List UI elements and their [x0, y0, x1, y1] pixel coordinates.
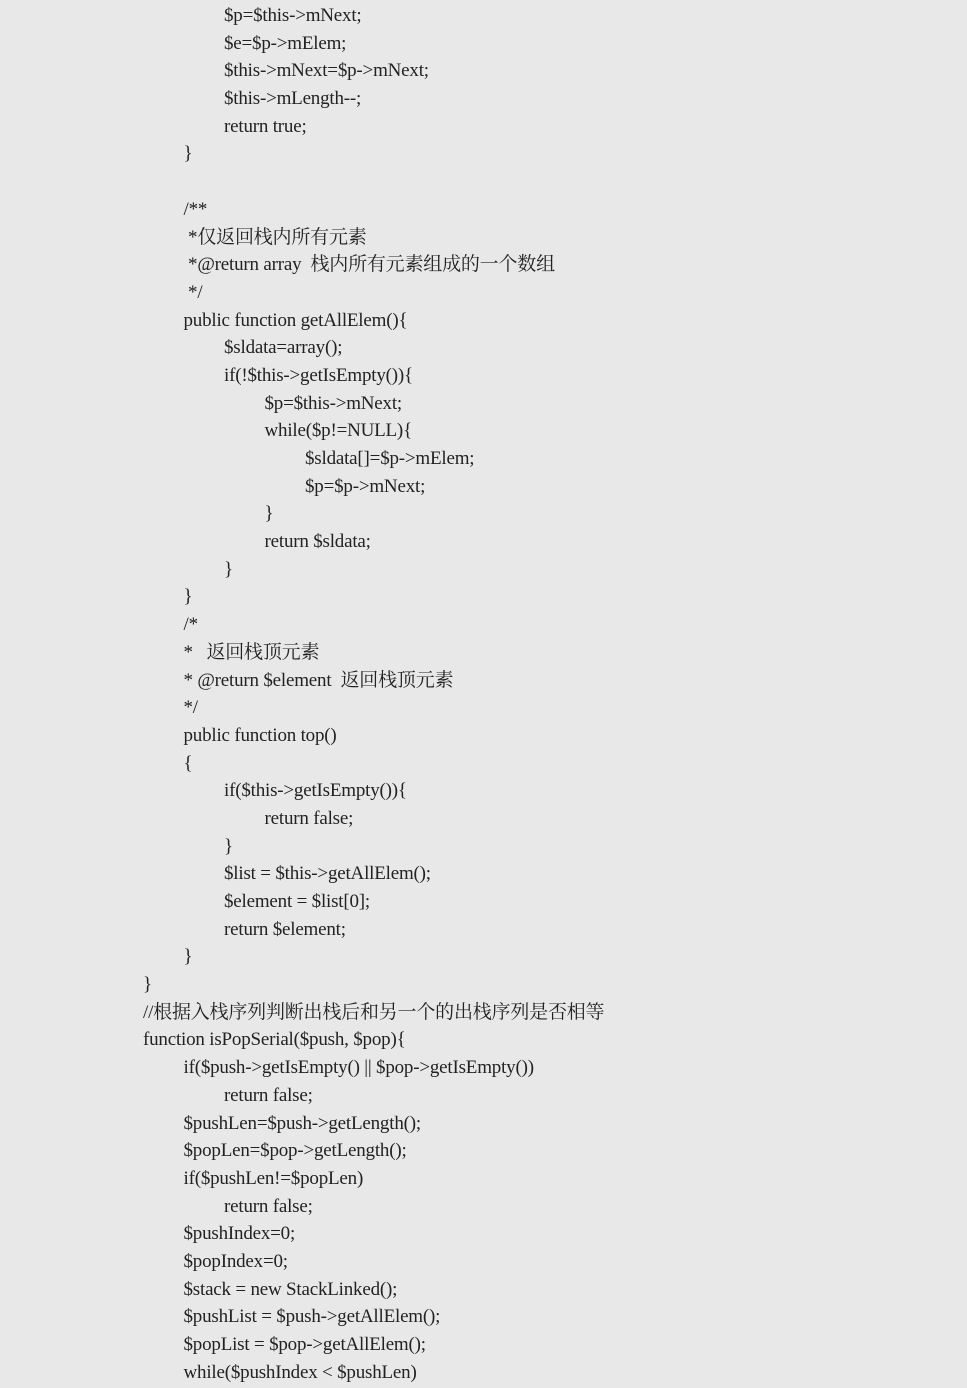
code-line: public function top()	[183, 724, 337, 746]
code-line: $p=$this->mNext;	[264, 392, 403, 414]
code-line: $this->mNext=$p->mNext;	[224, 60, 429, 82]
code-line: return false;	[224, 1195, 313, 1217]
code-line: $pushLen=$push->getLength();	[183, 1112, 421, 1134]
code-line: /*	[183, 614, 198, 636]
code-line: }	[143, 974, 152, 996]
code-line: $p=$this->mNext;	[224, 5, 362, 26]
code-line: *@return array 栈内所有元素组成的一个数组	[183, 254, 555, 276]
code-line: public function getAllElem(){	[183, 309, 408, 331]
code-listing	[0, 2, 967, 1386]
code-line: return $element;	[224, 918, 346, 940]
code-line: if(!$this->getIsEmpty()){	[224, 364, 413, 386]
code-line: }	[183, 586, 193, 608]
code-line: $popList = $pop->getAllElem();	[183, 1334, 426, 1355]
code-line: /**	[183, 198, 208, 220]
code-line: $sldata[]=$p->mElem;	[305, 448, 475, 469]
code-line: */	[183, 281, 203, 303]
code-line: $pushList = $push->getAllElem();	[183, 1306, 441, 1328]
code-line: return true;	[224, 115, 307, 137]
code-line: $element = $list[0];	[224, 891, 371, 912]
code-line: }	[183, 143, 193, 165]
code-line: while($pushIndex < $pushLen)	[183, 1361, 417, 1383]
code-line: $pushIndex=0;	[183, 1223, 296, 1245]
code-line: }	[183, 946, 193, 968]
code-line: //根据入栈序列判断出栈后和另一个的出栈序列是否相等	[143, 1001, 605, 1023]
code-line: }	[224, 835, 233, 857]
code-line: $popIndex=0;	[183, 1250, 288, 1272]
code-line	[0, 168, 967, 196]
code-line: $list = $this->getAllElem();	[224, 863, 431, 885]
code-line: $p=$p->mNext;	[305, 475, 426, 497]
code-line: $sldata=array();	[224, 337, 343, 359]
code-line: function isPopSerial($push, $pop){	[143, 1029, 406, 1051]
code-line: $e=$p->mElem;	[224, 32, 347, 54]
code-line: if($pushLen!=$popLen)	[183, 1167, 364, 1189]
code-line: *仅返回栈内所有元素	[183, 226, 367, 248]
code-line: return false;	[224, 1084, 313, 1106]
code-line: if($push->getIsEmpty() || $pop->getIsEmpty())	[183, 1057, 534, 1079]
code-line: while($p!=NULL){	[264, 420, 412, 442]
code-line: if($this->getIsEmpty()){	[224, 780, 407, 802]
code-line: * @return $element 返回栈顶元素	[183, 669, 454, 691]
code-line: }	[224, 558, 233, 580]
code-line: $this->mLength--;	[224, 88, 362, 110]
code-line: }	[264, 503, 274, 525]
code-line: $popLen=$pop->getLength();	[183, 1140, 407, 1162]
code-line: return $sldata;	[264, 531, 371, 553]
code-line: * 返回栈顶元素	[183, 641, 320, 663]
code-line: */	[183, 697, 198, 719]
code-line: return false;	[264, 807, 354, 829]
code-line: {	[183, 752, 193, 774]
code-line: $stack = new StackLinked();	[183, 1278, 398, 1300]
